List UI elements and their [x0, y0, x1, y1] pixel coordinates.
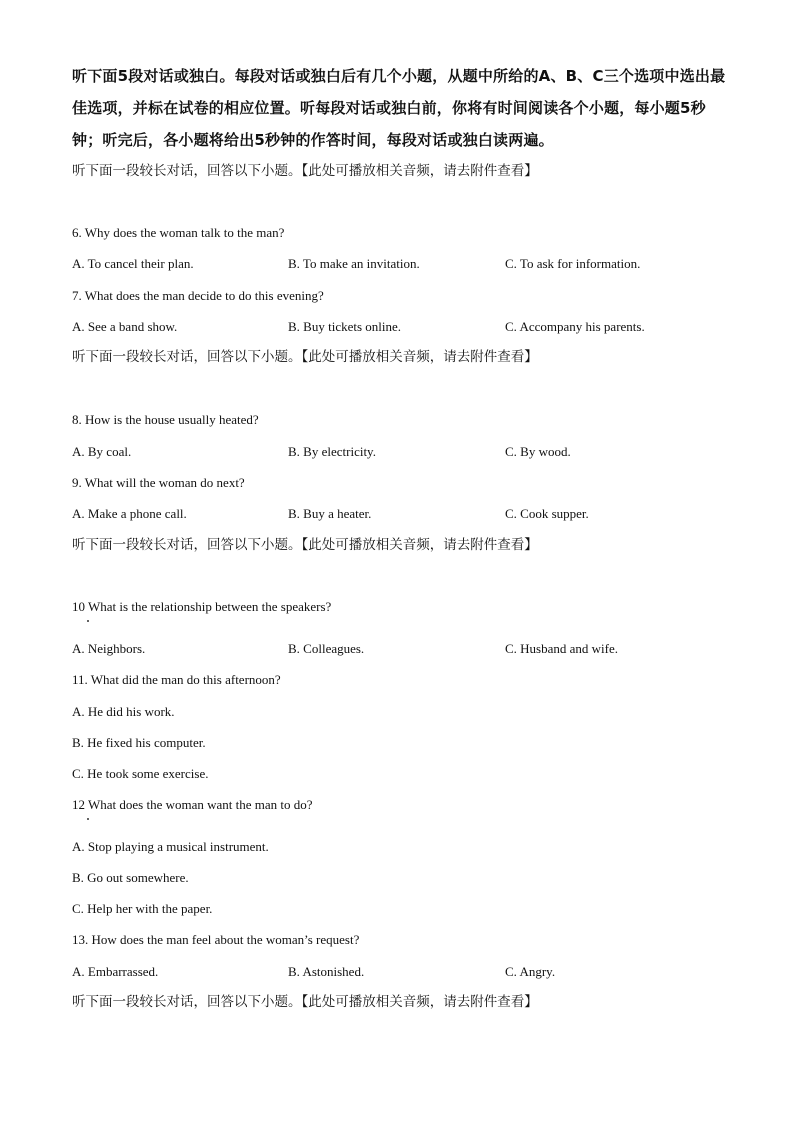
question-10-option-b: B. Colleagues.	[288, 641, 365, 656]
question-7-option-c: C. Accompany his parents.	[505, 319, 645, 334]
audio-note-3: 听下面一段较长对话，回答以下小题。【此处可播放相关音频，请去附件查看】	[72, 537, 538, 553]
question-9-stem: 9. What will the woman do next?	[72, 475, 245, 490]
section-instructions: 听下面5段对话或独白。每段对话或独白后有几个小题，从题中所给的A、B、C三个选项中选出最佳选项，并标在试卷的相应位置。听每段对话或独白前，你将有时间阅读各个小题，每小题5秒钟；听完后，各小题将给出5秒钟的作答时间，每段对话或独白读两遍。	[72, 67, 726, 149]
question-6-stem: 6. Why does the woman talk to the man?	[72, 225, 285, 240]
question-10-option-c: C. Husband and wife.	[505, 641, 619, 656]
question-6-option-a: A. To cancel their plan.	[72, 256, 194, 271]
question-7-option-b: B. Buy tickets online.	[288, 319, 402, 334]
question-12-stem: 12 What does the woman want the man to do?	[72, 797, 313, 812]
question-8-option-b: B. By electricity.	[288, 444, 376, 459]
question-9-option-a: A. Make a phone call.	[72, 506, 187, 521]
question-12-option-a: A. Stop playing a musical instrument.	[72, 839, 269, 854]
question-11-option-b: B. He fixed his computer.	[72, 735, 206, 750]
question-10-option-a: A. Neighbors.	[72, 641, 146, 656]
question-12-option-b: B. Go out somewhere.	[72, 870, 189, 885]
question-9-option-c: C. Cook supper.	[505, 506, 589, 521]
question-8-option-a: A. By coal.	[72, 444, 132, 459]
question-11-stem: 11. What did the man do this afternoon?	[72, 672, 281, 687]
question-13-option-c: C. Angry.	[505, 964, 556, 979]
question-13-option-b: B. Astonished.	[288, 964, 365, 979]
question-6-option-b: B. To make an invitation.	[288, 256, 420, 271]
question-8-option-c: C. By wood.	[505, 444, 571, 459]
question-7-stem: 7. What does the man decide to do this evening?	[72, 288, 324, 303]
question-13-option-a: A. Embarrassed.	[72, 964, 159, 979]
stray-dot-mark	[87, 818, 89, 820]
question-10-stem: 10 What is the relationship between the speakers?	[72, 599, 332, 614]
question-9-option-b: B. Buy a heater.	[288, 506, 372, 521]
question-6-option-c: C. To ask for information.	[505, 256, 641, 271]
question-8-stem: 8. How is the house usually heated?	[72, 412, 259, 427]
question-13-stem: 13. How does the man feel about the woman’s request?	[72, 932, 360, 947]
question-11-option-a: A. He did his work.	[72, 704, 175, 719]
audio-note-2: 听下面一段较长对话，回答以下小题。【此处可播放相关音频，请去附件查看】	[72, 349, 538, 365]
question-11-option-c: C. He took some exercise.	[72, 766, 209, 781]
audio-note-1: 听下面一段较长对话，回答以下小题。【此处可播放相关音频，请去附件查看】	[72, 163, 538, 179]
audio-note-4: 听下面一段较长对话，回答以下小题。【此处可播放相关音频，请去附件查看】	[72, 994, 538, 1010]
question-12-option-c: C. Help her with the paper.	[72, 901, 213, 916]
question-7-option-a: A. See a band show.	[72, 319, 178, 334]
stray-dot-mark	[87, 620, 89, 622]
